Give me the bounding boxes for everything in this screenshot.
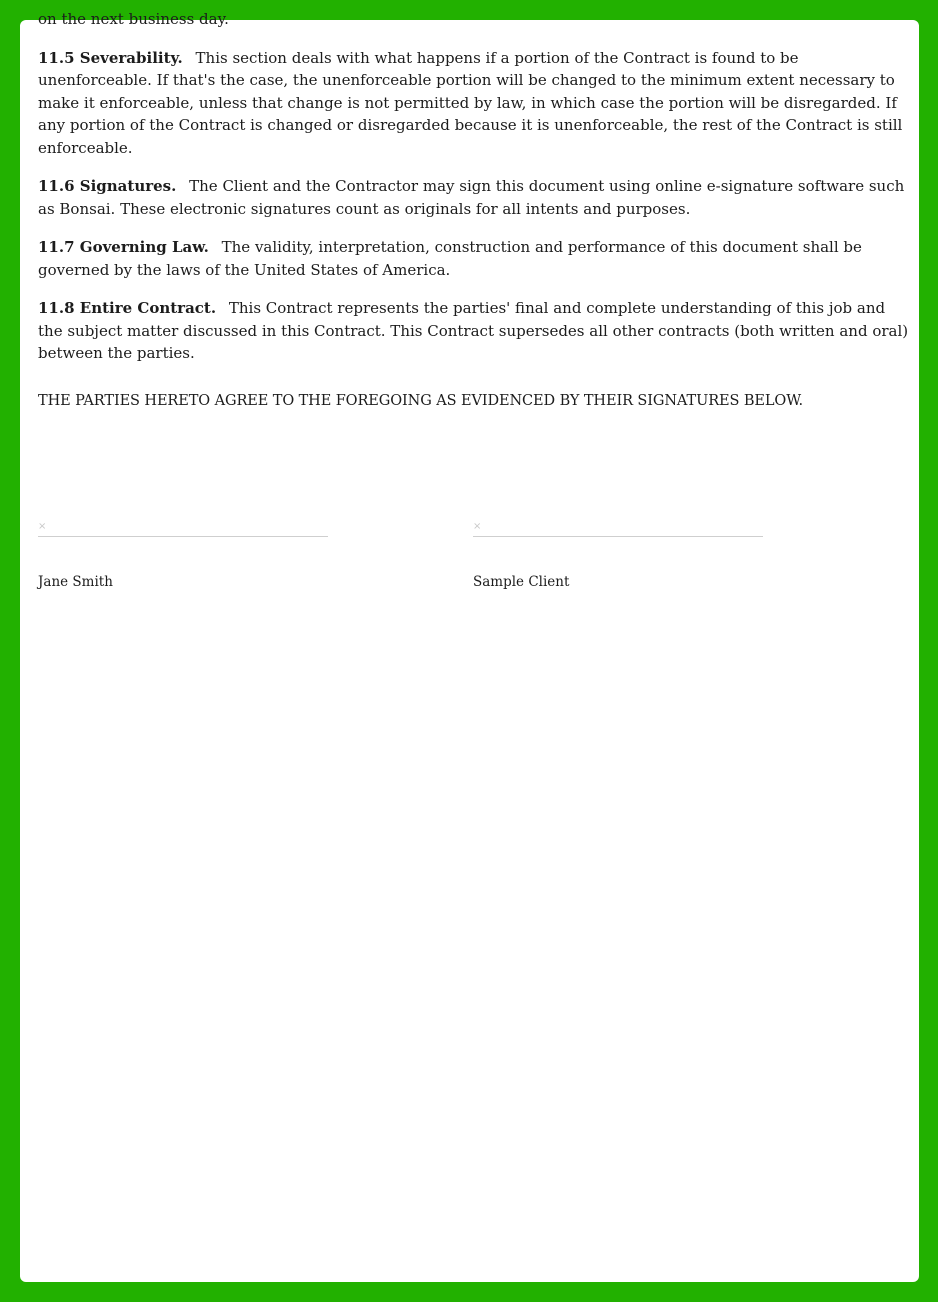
client-signature-field[interactable] (473, 522, 763, 537)
clause-heading: 11.7 Governing Law. (38, 238, 209, 256)
clause-text: This section deals with what happens if a portion of the Contract is found to be unenforceable. If that's the case, the unenforceable portion will be changed to the minimum extent necessary to make it enforceable, unless that change is not permitted by law, in which case the portion will be disregarded. If any portion of the Contract is changed or disregarded because it is unenforceable, the rest of the Contract is still enforceable. (38, 48, 903, 157)
clipped-previous-line: on the next business day. (38, 10, 229, 28)
clause-entire-contract (38, 297, 910, 365)
signature-x-icon: × (473, 521, 482, 532)
client-signature-block (473, 522, 763, 591)
clause-heading: 11.8 Entire Contract. (38, 299, 217, 317)
clause-signatures (38, 175, 910, 220)
clause-heading: 11.6 Signatures. (38, 177, 177, 195)
clause-text: The Client and the Contractor may sign this document using online e-signature software such as Bonsai. These electronic signatures count as originals for all intents and purposes. (38, 177, 905, 218)
contract-page (20, 10, 919, 1282)
clause-heading: 11.5 Severability. (38, 48, 183, 67)
agreement-statement: THE PARTIES HERETO AGREE TO THE FOREGOING AS EVIDENCED BY THEIR SIGNATURES BELOW. (38, 393, 803, 409)
contractor-name: Jane Smith (38, 574, 113, 590)
clause-text: This Contract represents the parties' final and complete understanding of this job and the subject matter discussed in this Contract. This Contract supersedes all other contracts (both written and oral) between the parties. (38, 299, 909, 362)
contractor-signature-field[interactable] (38, 522, 328, 537)
clause-severability (38, 47, 910, 160)
contract-body (38, 8, 910, 381)
signature-x-icon: × (38, 521, 47, 532)
clause-governing-law (38, 236, 910, 281)
client-name: Sample Client (473, 574, 570, 590)
contractor-signature-block (38, 522, 328, 591)
clause-text: The validity, interpretation, construction and performance of this document shall be governed by the laws of the United States of America. (38, 238, 862, 279)
